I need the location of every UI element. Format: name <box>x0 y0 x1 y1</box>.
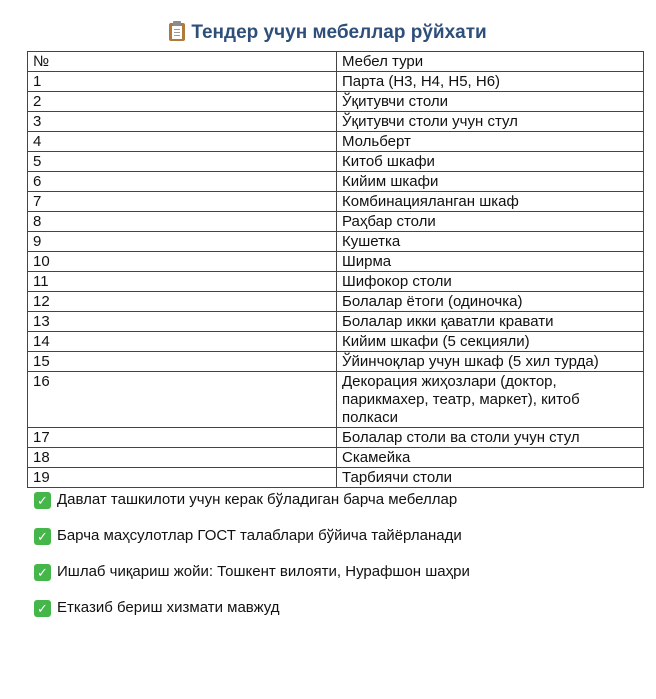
row-number-cell: 17 <box>28 428 337 448</box>
note-text: Ишлаб чиқариш жойи: Тошкент вилояти, Нурафшон шаҳри <box>57 563 470 580</box>
row-number-cell: 19 <box>28 468 337 488</box>
row-furniture-cell: Ўқитувчи столи <box>337 92 644 112</box>
row-number-cell: 8 <box>28 212 337 232</box>
table-row <box>28 292 644 312</box>
row-number-cell: 2 <box>28 92 337 112</box>
row-number-cell: 10 <box>28 252 337 272</box>
note-text: Барча маҳсулотлар ГОСТ талаблари бўйича тайёрланади <box>57 527 462 544</box>
row-furniture-cell: Кушетка <box>337 232 644 252</box>
note-text: Давлат ташкилоти учун керак бўладиган барча мебеллар <box>57 491 458 508</box>
row-furniture-cell: Комбинацияланган шкаф <box>337 192 644 212</box>
table-row <box>28 448 644 468</box>
table-row <box>28 252 644 272</box>
row-furniture-cell: Болалар икки қаватли кравати <box>337 312 644 332</box>
row-number-cell: 18 <box>28 448 337 468</box>
row-furniture-cell: Скамейка <box>337 448 644 468</box>
check-mark-icon: ✓ <box>34 492 51 509</box>
note-item <box>34 562 634 582</box>
table-row <box>28 428 644 448</box>
table-row <box>28 132 644 152</box>
header-number: № <box>28 52 337 72</box>
page-title-text: Тендер учун мебеллар рўйхати <box>191 22 487 43</box>
row-furniture-cell: Мольберт <box>337 132 644 152</box>
row-furniture-cell: Раҳбар столи <box>337 212 644 232</box>
table-row <box>28 192 644 212</box>
row-number-cell: 4 <box>28 132 337 152</box>
check-mark-icon: ✓ <box>34 528 51 545</box>
note-text: Етказиб бериш хизмати мавжуд <box>57 599 280 616</box>
page-title <box>0 20 656 46</box>
row-number-cell: 14 <box>28 332 337 352</box>
row-furniture-cell: Болалар столи ва столи учун стул <box>337 428 644 448</box>
table-row <box>28 112 644 132</box>
row-furniture-cell: Болалар ётоги (одиночка) <box>337 292 644 312</box>
row-number-cell: 15 <box>28 352 337 372</box>
note-item <box>34 526 634 546</box>
row-furniture-cell: Ширма <box>337 252 644 272</box>
table-row <box>28 372 644 428</box>
table-header-row <box>28 52 644 72</box>
row-furniture-cell: Ўйинчоқлар учун шкаф (5 хил турда) <box>337 352 644 372</box>
note-item <box>34 490 634 510</box>
row-number-cell: 6 <box>28 172 337 192</box>
table-row <box>28 92 644 112</box>
row-furniture-cell: Кийим шкафи (5 секцияли) <box>337 332 644 352</box>
table-row <box>28 352 644 372</box>
row-furniture-cell: Ўқитувчи столи учун стул <box>337 112 644 132</box>
row-number-cell: 3 <box>28 112 337 132</box>
row-furniture-cell: Кийим шкафи <box>337 172 644 192</box>
table-row <box>28 468 644 488</box>
table-row <box>28 272 644 292</box>
table-row <box>28 232 644 252</box>
row-furniture-cell: Парта (Н3, Н4, Н5, Н6) <box>337 72 644 92</box>
furniture-table <box>27 51 644 488</box>
row-furniture-cell: Декорация жиҳозлари (доктор, парикмахер, театр, маркет), китоб полкаси <box>337 372 644 428</box>
notes-list <box>34 490 634 634</box>
row-number-cell: 16 <box>28 372 337 428</box>
note-item <box>34 598 634 618</box>
table-body <box>28 72 644 488</box>
check-mark-icon: ✓ <box>34 564 51 581</box>
row-number-cell: 5 <box>28 152 337 172</box>
table-row <box>28 152 644 172</box>
row-number-cell: 13 <box>28 312 337 332</box>
row-number-cell: 11 <box>28 272 337 292</box>
table-row <box>28 332 644 352</box>
check-mark-icon: ✓ <box>34 600 51 617</box>
row-number-cell: 12 <box>28 292 337 312</box>
row-number-cell: 9 <box>28 232 337 252</box>
table-row <box>28 72 644 92</box>
header-furniture-type: Мебел тури <box>337 52 644 72</box>
clipboard-icon <box>169 20 185 41</box>
table-row <box>28 212 644 232</box>
row-furniture-cell: Китоб шкафи <box>337 152 644 172</box>
row-furniture-cell: Шифокор столи <box>337 272 644 292</box>
row-number-cell: 1 <box>28 72 337 92</box>
table-row <box>28 312 644 332</box>
row-number-cell: 7 <box>28 192 337 212</box>
table-row <box>28 172 644 192</box>
row-furniture-cell: Тарбиячи столи <box>337 468 644 488</box>
